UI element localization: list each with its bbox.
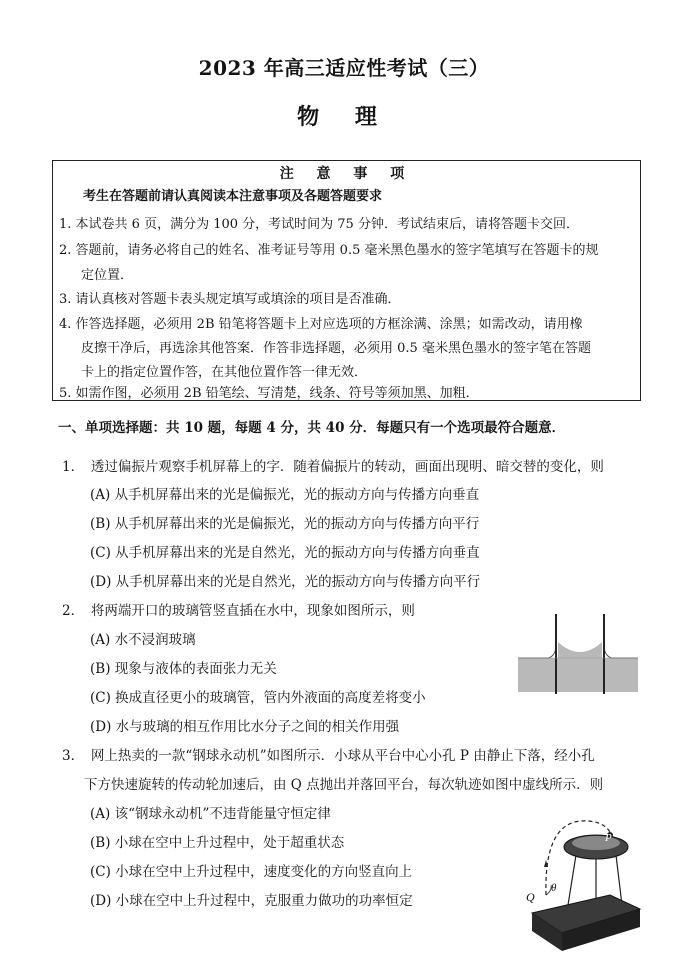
platform-rim — [572, 836, 620, 850]
outer-meniscus-right — [604, 648, 638, 658]
capillary-tube-figure — [518, 614, 638, 698]
notice-item-4-cont2: 卡上的指定位置作答，在其他位置作答一律无效． — [81, 365, 368, 380]
notice-item-2-cont: 定位置． — [81, 268, 134, 283]
label-q: Q — [526, 890, 535, 904]
label-theta: θ — [551, 882, 557, 894]
section-heading: 一、单项选择题：共 10 题，每题 4 分，共 40 分．每题只有一个选项最符合题意． — [58, 420, 566, 436]
question-2-stem: 2． 将两端开口的玻璃管竖直插在水中，现象如图所示，则 — [62, 603, 415, 619]
question-3-option-a: (A) 该“钢球永动机”不违背能量守恒定律 — [90, 806, 331, 822]
question-1-option-b: (B) 从手机屏幕出来的光是偏振光，光的振动方向与传播方向平行 — [90, 516, 480, 532]
notice-box — [52, 160, 641, 401]
steel-ball-machine-figure — [518, 805, 643, 953]
question-1-option-c: (C) 从手机屏幕出来的光是自然光，光的振动方向与传播方向垂直 — [90, 545, 480, 561]
question-1-option-d: (D) 从手机屏幕出来的光是自然光，光的振动方向与传播方向平行 — [90, 574, 481, 590]
question-2-option-b: (B) 现象与液体的表面张力无关 — [90, 661, 277, 677]
tube-water-column — [558, 642, 602, 692]
notice-item-2: 2. 答题前，请务必将自己的姓名、准考证号等用 0.5 毫米黑色墨水的签字笔填写在答题卡的规 — [59, 243, 599, 258]
question-3-stem-line2: 下方快速旋转的传动轮加速后，由 Q 点抛出并落回平台，每次轨迹如图中虚线所示．则 — [84, 777, 604, 793]
question-1-option-a: (A) 从手机屏幕出来的光是偏振光，光的振动方向与传播方向垂直 — [90, 487, 480, 503]
notice-item-1: 1. 本试卷共 6 页，满分为 100 分，考试时间为 75 分钟．考试结束后，请将答题卡交回． — [59, 217, 579, 232]
subject-title: 物 理 — [297, 104, 391, 130]
question-2-option-c: (C) 换成直径更小的玻璃管，管内外液面的高度差将变小 — [90, 690, 426, 706]
notice-item-4-cont1: 皮擦干净后，再选涂其他答案．作答非选择题，必须用 0.5 毫米黑色墨水的签字笔在答题 — [81, 341, 591, 356]
notice-item-4: 4. 作答选择题，必须用 2B 铅笔将答题卡上对应选项的方框涂满、涂黑；如需改动，请用橡 — [59, 317, 583, 332]
exam-title: 2023 年高三适应性考试（三） — [198, 56, 490, 80]
notice-subheading: 考生在答题前请认真阅读本注意事项及各题答题要求 — [83, 189, 383, 204]
question-1-stem: 1． 透过偏振片观察手机屏幕上的字．随着偏振片的转动，画面出现明、暗交替的变化，则 — [62, 459, 604, 475]
question-3-option-b: (B) 小球在空中上升过程中，处于超重状态 — [90, 835, 345, 851]
question-2-option-a: (A) 水不浸润玻璃 — [90, 632, 196, 648]
platform-leg-left — [568, 855, 576, 905]
question-3-option-c: (C) 小球在空中上升过程中，速度变化的方向竖直向上 — [90, 864, 413, 880]
platform-leg-right — [616, 855, 622, 905]
notice-item-3: 3. 请认真核对答题卡表头规定填写或填涂的项目是否准确． — [59, 292, 401, 307]
notice-item-5: 5. 如需作图，必须用 2B 铅笔绘、写清楚，线条、符号等须加黑、加粗． — [59, 386, 479, 401]
question-3-option-d: (D) 小球在空中上升过程中，克服重力做功的功率恒定 — [90, 893, 413, 909]
outer-meniscus-left — [518, 648, 556, 658]
question-3-stem-line1: 3． 网上热卖的一款“钢球永动机”如图所示．小球从平台中心小孔 P 由静止下落，经小孔 — [62, 748, 595, 764]
notice-heading: 注 意 事 项 — [279, 166, 414, 182]
question-2-option-d: (D) 水与玻璃的相互作用比水分子之间的相关作用强 — [90, 719, 400, 735]
label-p: P — [605, 832, 612, 844]
